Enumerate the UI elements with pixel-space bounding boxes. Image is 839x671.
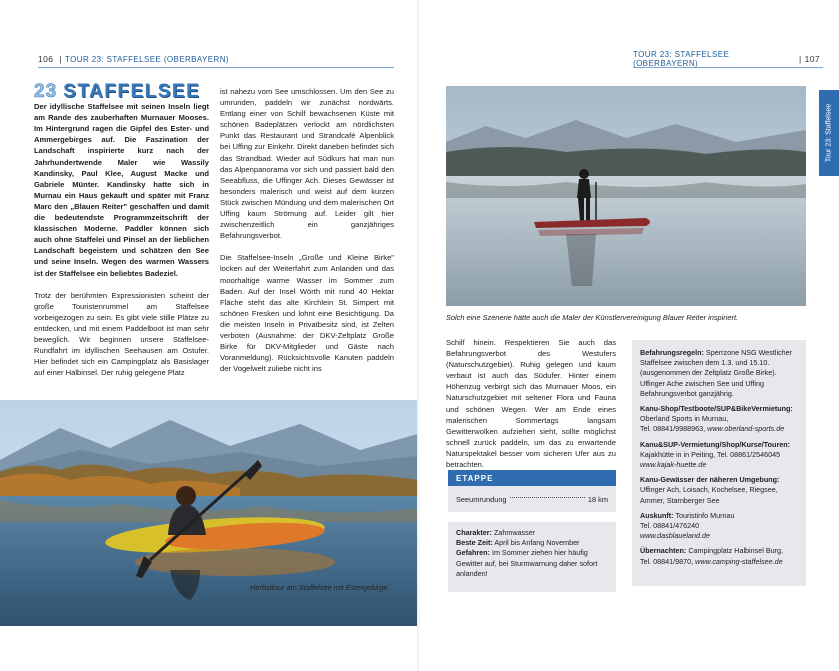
waters-label: Kanu-Gewässer der näheren Umgebung: <box>640 475 780 485</box>
uebernachten-link[interactable]: www.camping-staffelsee.de <box>695 556 783 566</box>
text-column-2 <box>220 86 394 385</box>
photo-caption-left: Herbsttour am Staffelsee mit Estergebirge. <box>250 583 390 592</box>
side-tab-label: Tour 23: Staffelsee <box>825 103 833 163</box>
kayak-autumn-scene <box>0 400 418 626</box>
shop1-tel: Tel. 08841/9988963, <box>640 424 706 434</box>
body-paragraph-1: Trotz der berühmten Expressionisten scheint der große Touristenrummel am Staffelsee vorbeigezogen zu sein. Es gibt viele stille Plätze zu entdecken, und mit einem Paddelboot ist man sehr beweglich. Wir beginnen unsere Staffelsee-Rundfahrt im idyllischen Seehausen am Ostufer. Hier befindet sich ein Campingplatz als Basislager auf einer Halbinsel. Der ruhig gelegene Platz <box>34 290 209 378</box>
auskunft-link[interactable]: www.dasblaueland.de <box>640 531 710 541</box>
shop1-link[interactable]: www.oberland-sports.de <box>707 424 785 434</box>
text-column-1 <box>34 81 209 389</box>
gefahren-label: Gefahren: <box>456 548 490 558</box>
shop2-value: Kajakhütte in in Peiting, Tel. 08861/2546045 <box>640 449 781 459</box>
shop2-link[interactable]: www.kajak-huette.de <box>640 460 707 470</box>
tour-name: STAFFELSEE <box>63 81 201 102</box>
page-number-left: 106 <box>38 54 54 64</box>
stand-up-paddle-scene <box>446 86 806 306</box>
photo-caption-right: Solch eine Szenerie hätte auch die Maler der Künstlervereinigung Blauer Reiter inspiriert. <box>446 313 739 322</box>
right-body-column <box>446 337 616 481</box>
body-paragraph-2: ist nahezu vom See umschlossen. Um den See zu umrunden, paddeln wir zunächst nordwärts. Entlang einer von Schilf bewachsenen Küste mit schönen Badeplätzen verlockt am nördlichsten Punkt das Restaurant und Strandcafé Alpenblick bei Uffing zur Einkehr. Direkt daneben befindet sich das Strandbad. Wieder auf Südkurs hat man nun das Alpenpanorama vor sich und passiert bald den Seeabfluss, die Uffinger Ach. Dieses Gewässer ist besonders malerisch und weist auf dem kurzen Stück zwischen Mündung und dem malerischen Ort Uffing kaum Strömung auf. Leider gilt hier zwischenzeitlich ein ganzjähriges Befahrungsverbot. <box>220 87 394 241</box>
right-body-paragraph: Schilf hinein. Respektieren Sie auch das Befahrungsverbot des Westufers (Naturschutzgebiet). Ruhig gelegen und kaum verbaut ist auch das Südufer. Hinter einem Höhenzug verbirgt sich das Murnauer Moos, ein Naturschutzgebiet mit seltener Flora und Fauna und schönen Wegen. Wer am Ende eines malerischen Sommertags langsam Gewitterwolken aufziehen sieht, sollte möglichst schnell zurück paddeln, um das zu erwartende Naturspektakel besser vom sicheren Ufer aus zu betrachten. <box>446 338 616 470</box>
info-box <box>632 340 806 586</box>
kayak-photo <box>0 400 418 626</box>
uebernachten-label: Übernachten: <box>640 546 687 556</box>
charakter-box <box>448 522 616 592</box>
zeit-value: April bis Anfang November <box>494 538 580 548</box>
uebernachten-tel: Tel. 08841/9870, <box>640 556 694 566</box>
sup-paddler-head-icon <box>579 169 589 179</box>
body-paragraph-3: Die Staffelsee-Inseln „Große und Kleine Birke" locken auf der Weiterfahrt zum Anlanden und das moorhaltige warme Wasser im Sommer zum Baden. Auf der Insel Wörth mit rund 40 Hektar Fläche steht das alte Kirchlein St. Simpert mit schönen Fresken und lohnt eine Besichtigung. Da die meisten Inseln in Privatbesitz sind, ist Zelten verboten (Ausnahme: der DKV-Zeltplatz Große Birke für DKV-Mitglieder und Gäste nach Voranmeldung). Rücksichtsvolle Kanuten paddeln der Vogelwelt zuliebe nicht ins <box>220 253 394 374</box>
running-head-left <box>38 51 394 68</box>
charakter-label: Charakter: <box>456 528 492 537</box>
regeln-label: Befahrungsregeln: <box>640 348 704 357</box>
shop1-label: Kanu-Shop/Testboote/SUP&BikeVermietung: <box>640 404 793 414</box>
tour-title <box>34 81 209 102</box>
zeit-label: Beste Zeit: <box>456 538 493 548</box>
charakter-value: Zahmwasser <box>493 528 536 537</box>
divider-bar: | <box>59 54 62 64</box>
tour-number: 23 <box>34 81 58 102</box>
running-head-right <box>633 51 823 68</box>
shop1-value: Oberland Sports in Murnau, <box>640 414 729 424</box>
etappe-heading: ETAPPE <box>448 470 616 486</box>
gefahren-value: Im Sommer ziehen hier häufig Gewitter auf, bei Sturmwarnung daher sofort anlanden! <box>456 548 598 578</box>
lead-paragraph: Der idyllische Staffelsee mit seinen Inseln liegt am Rande des zauberhaften Murnauer Mooses. Im Hintergrund ragen die Gipfel des Ester- und Ammergebirges auf. Die Faszination der Landschaft inspirierte kurz nach der Jahrhundertwende Maler wie Wassily Kandinsky, Paul Klee, August Macke und Gabriele Münter. Kandinsky hatte sich in Murnau ein Haus gekauft und später mit Franz Marc den „Blauen Reiter" geschaffen und damit die bedeutendste Programmzeitschrift der klassischen Moderne. Paddler können sich auch ohne Staffelei und Pinsel an der lieblichen Landschaft begeistern und schätzen den See und seine Inseln. Wegen des warmen Wassers ist der Staffelsee ein beliebtes Badeziel. <box>34 102 209 278</box>
paddler-head-icon <box>176 486 196 506</box>
left-page <box>0 0 418 671</box>
regeln-value: Sperrzone NSG Westlicher Staffelsee zwischen dem 1.3. und 15.10. (ausgenommen der Zeltplatz Große Birke). Uffinger Ache zwischen See und Uffing Befahrungsverbot ganzjährig. <box>640 348 793 398</box>
divider-bar: | <box>799 54 802 64</box>
etappe-value: 18 km <box>587 494 608 504</box>
etappe-label: Seeumrundung <box>456 494 507 504</box>
waters-value: Uffinger Ach, Loisach, Kochelsee, Riegsee, Ammer, Starnberger See <box>640 485 778 505</box>
auskunft-tel: Tel. 08841/476240 <box>640 521 700 531</box>
running-head-title-left: TOUR 23: STAFFELSEE (OBERBAYERN) <box>65 54 229 64</box>
etappe-row <box>448 486 616 512</box>
running-head-title-right: TOUR 23: STAFFELSEE (OBERBAYERN) <box>633 50 730 68</box>
page-number-right: 107 <box>804 54 820 64</box>
sup-photo <box>446 86 806 306</box>
leader-dots <box>510 497 585 498</box>
auskunft-label: Auskunft: <box>640 510 674 520</box>
uebernachten-value: Campingplatz Halbinsel Burg, <box>688 546 784 556</box>
side-thumb-tab[interactable] <box>819 90 839 176</box>
shop2-label: Kanu&SUP-Vermietung/Shop/Kurse/Touren: <box>640 439 791 449</box>
auskunft-value: Touristinfo Murnau <box>675 510 735 520</box>
